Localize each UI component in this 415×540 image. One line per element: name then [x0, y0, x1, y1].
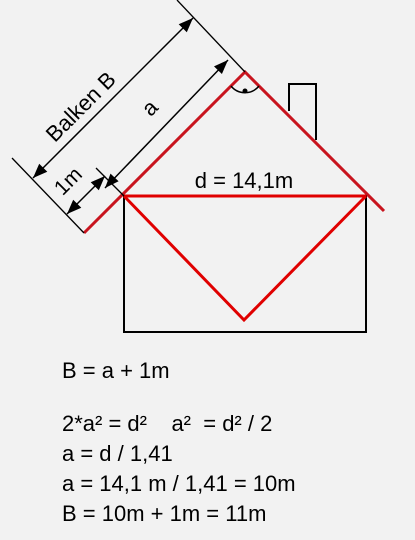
label-overhang-1m: 1m [49, 162, 87, 200]
formula-block [62, 356, 296, 529]
label-a: a [136, 94, 163, 121]
house-walls [124, 196, 366, 332]
label-diagonal-d: d = 14,1m [194, 168, 294, 193]
label-beam-b: Balken B [40, 66, 121, 147]
formula-beam-sum: B = a + 1m [62, 358, 170, 383]
extension-line-top [177, 0, 245, 72]
formula-pythagoras: 2*a² = d² a² = d² / 2 [62, 411, 273, 436]
lower-triangle [124, 196, 366, 320]
dimension-line-beam [33, 18, 193, 178]
roof [84, 72, 384, 233]
formula-a-value: a = 14,1 m / 1,41 = 10m [62, 471, 296, 496]
right-angle-dot [243, 89, 248, 94]
formula-a-from-d: a = d / 1,41 [62, 441, 173, 466]
formula-beam-result: B = 10m + 1m = 11m [62, 501, 267, 526]
